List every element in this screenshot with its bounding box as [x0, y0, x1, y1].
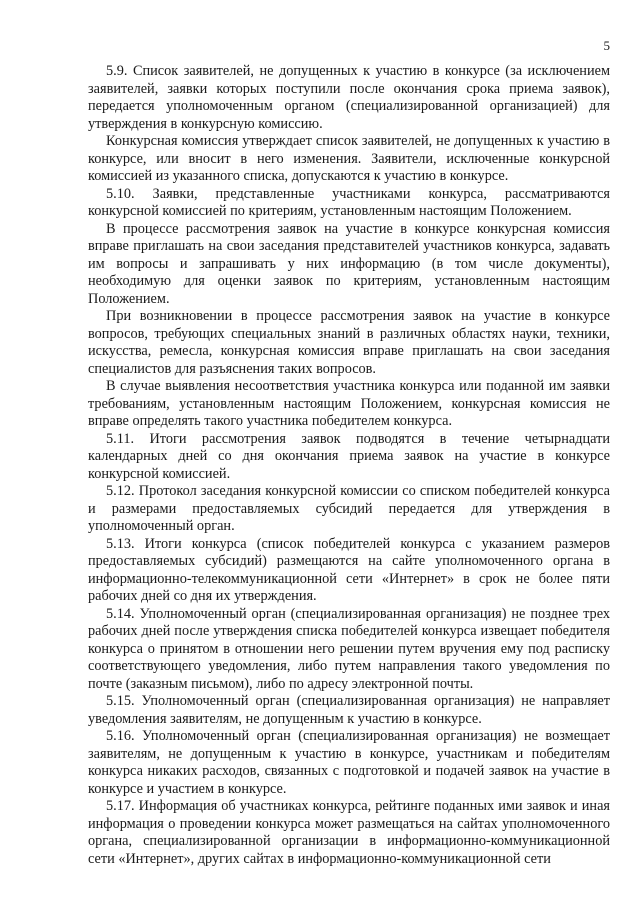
paragraph-invite-specialists: При возникновении в процессе рассмотрения заявок на участие в конкурсе вопросов, требующих специальных знаний в различных областях науки, техники, искусства, ремесла, конкурсная комиссия вправе приглашать на свои заседания специалистов для разъяснения таких вопросов. [88, 308, 610, 377]
paragraph-5-10: 5.10. Заявки, представленные участниками конкурса, рассматриваются конкурсной комиссией по критериям, установленным настоящим Положением. [88, 185, 610, 219]
paragraph-5-17: 5.17. Информация об участниках конкурса, рейтинге поданных ими заявок и иная информация о проведении конкурса может размещаться на сайтах уполномоченного органа, специализированной организации в информационно-коммуникационной сети «Интернет», других сайтах в информационно-коммуникационной сети [88, 798, 610, 867]
document-body [88, 63, 610, 868]
paragraph-5-14: 5.14. Уполномоченный орган (специализированная организация) не позднее трех рабочих дней после утверждения списка победителей конкурса извещает победителя конкурса о принятом в отношении него решении путем вручения ему под расписку соответствующего уведомления, либо путем направления такого уведомления по почте (заказным письмом), либо по адресу электронной почты. [88, 605, 610, 692]
page-number: 5 [603, 38, 610, 53]
paragraph-5-12: 5.12. Протокол заседания конкурсной комиссии со списком победителей конкурса и размерами предоставляемых субсидий передается для утверждения в уполномоченный орган. [88, 483, 610, 534]
paragraph-invite-representatives: В процессе рассмотрения заявок на участие в конкурсе конкурсная комиссия вправе приглашать на свои заседания представителей участников конкурса, задавать им вопросы и запрашивать у них информацию (в том числе документы), необходимую для оценки заявок по критериям, установленным настоящим Положением. [88, 220, 610, 307]
paragraph-nonconformity: В случае выявления несоответствия участника конкурса или поданной им заявки требованиям, установленным настоящим Положением, конкурсная комиссия не вправе определять такого участника победителем конкурса. [88, 378, 610, 429]
paragraph-5-13: 5.13. Итоги конкурса (список победителей конкурса с указанием размеров предоставляемых субсидий) размещаются на сайте уполномоченного органа в информационно-телекоммуникационной сети «Интернет» в срок не более пяти рабочих дней со дня их утверждения. [88, 535, 610, 604]
paragraph-5-9: 5.9. Список заявителей, не допущенных к участию в конкурсе (за исключением заявителей, заявки которых поступили после окончания срока приема заявок), передается уполномоченным органом (специализированной организацией) для утверждения в конкурсную комиссию. [88, 63, 610, 132]
paragraph-5-11: 5.11. Итоги рассмотрения заявок подводятся в течение четырнадцати календарных дней со дня окончания приема заявок на участие в конкурсе конкурсной комиссией. [88, 430, 610, 482]
paragraph-5-16: 5.16. Уполномоченный орган (специализированная организация) не возмещает заявителям, не допущенным к участию в конкурсе, участникам и победителям конкурса никаких расходов, связанных с подготовкой и подачей заявок на участие в конкурсе и участием в конкурсе. [88, 728, 610, 797]
paragraph-commission-approval: Конкурсная комиссия утверждает список заявителей, не допущенных к участию в конкурсе, или вносит в него изменения. Заявители, исключенные конкурсной комиссией из указанного списка, допускаются к участию в конкурсе. [88, 133, 610, 184]
paragraph-5-15: 5.15. Уполномоченный орган (специализированная организация) не направляет уведомления заявителям, не допущенным к участию в конкурсе. [88, 693, 610, 727]
